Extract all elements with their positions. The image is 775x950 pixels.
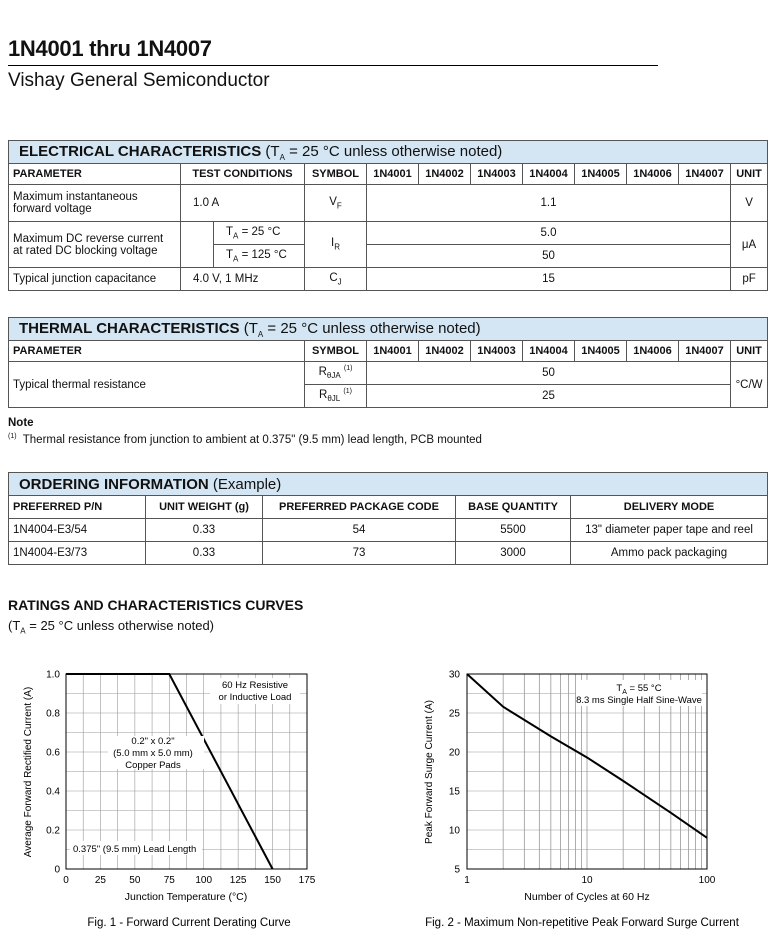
col-part: 1N4007 bbox=[679, 164, 731, 185]
col-part: 1N4005 bbox=[575, 164, 627, 185]
fig1-xtick-label: 175 bbox=[298, 875, 316, 886]
fig2-ytick-label: 30 bbox=[448, 669, 460, 681]
param-junction-capacitance: Typical junction capacitance bbox=[9, 268, 181, 291]
fig1-xtick-label: 50 bbox=[129, 875, 141, 886]
fig1-annotation-pads: Copper Pads bbox=[125, 760, 181, 771]
electrical-caption: ELECTRICAL CHARACTERISTICS ($T_A = 25$ °C unless otherwise noted) bbox=[9, 141, 768, 164]
cell: 5500 bbox=[456, 519, 571, 542]
cell: 73 bbox=[263, 542, 456, 565]
note-heading: Note bbox=[8, 417, 34, 429]
unit: V bbox=[731, 185, 768, 222]
col-unit: UNIT bbox=[731, 341, 768, 362]
col-part: 1N4004 bbox=[523, 341, 575, 362]
fig2-ytick-label: 20 bbox=[448, 747, 460, 759]
param-reverse-current: Maximum DC reverse current at rated DC blocking voltage bbox=[9, 222, 181, 268]
fig1-annotation-pads: 0.2" x 0.2" bbox=[131, 736, 175, 747]
test-condition: $T_A = 125$ °C bbox=[214, 245, 305, 268]
fig1-caption: Fig. 1 - Forward Current Derating Curve bbox=[87, 917, 291, 929]
fig2-ylabel: Peak Forward Surge Current (A) bbox=[424, 700, 435, 844]
fig2-annotation-temp: $T_A = 55$ °C bbox=[616, 683, 662, 696]
col-part: 1N4005 bbox=[575, 341, 627, 362]
curves-heading: RATINGS AND CHARACTERISTICS CURVES bbox=[8, 597, 304, 613]
col-part: 1N4004 bbox=[523, 164, 575, 185]
fig2-ytick-label: 25 bbox=[448, 708, 460, 720]
fig1-xtick-label: 150 bbox=[264, 875, 281, 886]
col-part: 1N4003 bbox=[471, 164, 523, 185]
fig2-ytick-label: 5 bbox=[454, 864, 460, 876]
fig2-surge-chart bbox=[390, 660, 775, 950]
table-row bbox=[9, 268, 768, 291]
fig1-xtick-label: 25 bbox=[94, 875, 106, 886]
table-row bbox=[9, 185, 768, 222]
symbol: $V_F$ bbox=[305, 185, 367, 222]
col-symbol: SYMBOL bbox=[305, 341, 367, 362]
col-preferred-pn: PREFERRED P/N bbox=[9, 496, 146, 519]
fig1-annotation-lead: 0.375" (9.5 mm) Lead Length bbox=[73, 844, 197, 855]
col-parameter: PARAMETER bbox=[9, 341, 305, 362]
col-test-conditions: TEST CONDITIONS bbox=[181, 164, 305, 185]
fig1-xtick-label: 100 bbox=[195, 875, 213, 886]
col-parameter: PARAMETER bbox=[9, 164, 181, 185]
fig1-xlabel: Junction Temperature (°C) bbox=[124, 891, 248, 903]
symbol: $C_J$ bbox=[305, 268, 367, 291]
unit: pF bbox=[731, 268, 768, 291]
fig1-annotation-resistive: 60 Hz Resistive bbox=[222, 680, 288, 691]
cell: 3000 bbox=[456, 542, 571, 565]
table-row bbox=[9, 542, 768, 565]
col-part: 1N4003 bbox=[471, 341, 523, 362]
table-row bbox=[9, 519, 768, 542]
fig1-ylabel: Average Forward Rectified Current (A) bbox=[23, 686, 34, 858]
electrical-characteristics-table bbox=[8, 140, 768, 291]
thermal-caption: THERMAL CHARACTERISTICS ($T_A = 25$ °C unless otherwise noted) bbox=[9, 318, 768, 341]
value: 25 bbox=[367, 385, 731, 408]
table-row bbox=[9, 362, 768, 385]
symbol: $I_R$ bbox=[305, 222, 367, 268]
fig1-ytick-label: 0.6 bbox=[46, 747, 60, 759]
curves-condition: ($T_A = 25$ °C unless otherwise noted) bbox=[8, 618, 215, 636]
col-part: 1N4002 bbox=[419, 164, 471, 185]
param-thermal-resistance: Typical thermal resistance bbox=[9, 362, 305, 408]
col-package-code: PREFERRED PACKAGE CODE bbox=[263, 496, 456, 519]
ordering-caption: ORDERING INFORMATION (Example) bbox=[9, 473, 768, 496]
fig1-xtick-label: 0 bbox=[63, 875, 69, 886]
cell: 0.33 bbox=[146, 519, 263, 542]
cell: Ammo pack packaging bbox=[571, 542, 768, 565]
fig1-ytick-label: 0.2 bbox=[46, 825, 60, 837]
spacer-cell bbox=[181, 222, 214, 268]
fig2-ytick-label: 15 bbox=[448, 786, 460, 798]
fig2-xtick-label: 10 bbox=[581, 875, 593, 886]
page-subtitle: Vishay General Semiconductor bbox=[8, 70, 270, 91]
cell: 54 bbox=[263, 519, 456, 542]
cell: 13" diameter paper tape and reel bbox=[571, 519, 768, 542]
col-symbol: SYMBOL bbox=[305, 164, 367, 185]
col-part: 1N4006 bbox=[627, 164, 679, 185]
cell: 0.33 bbox=[146, 542, 263, 565]
value: 50 bbox=[367, 362, 731, 385]
cell: 1N4004-E3/73 bbox=[9, 542, 146, 565]
symbol: $R_{\theta JL}$ $^{(1)}$ bbox=[305, 385, 367, 408]
unit: μA bbox=[731, 222, 768, 268]
col-part: 1N4007 bbox=[679, 341, 731, 362]
fig1-ytick-label: 1.0 bbox=[46, 669, 60, 681]
table-row bbox=[9, 222, 768, 245]
fig2-ytick-label: 10 bbox=[448, 825, 460, 837]
fig1-ytick-label: 0 bbox=[54, 864, 60, 876]
fig2-xtick-label: 100 bbox=[698, 875, 716, 886]
col-delivery-mode: DELIVERY MODE bbox=[571, 496, 768, 519]
fig2-xtick-label: 1 bbox=[464, 875, 470, 886]
value: 15 bbox=[367, 268, 731, 291]
value: 1.1 bbox=[367, 185, 731, 222]
fig1-ytick-label: 0.4 bbox=[46, 786, 60, 798]
fig1-annotation-resistive: or Inductive Load bbox=[218, 692, 292, 703]
value: 5.0 bbox=[367, 222, 731, 245]
value: 50 bbox=[367, 245, 731, 268]
col-unit-weight: UNIT WEIGHT (g) bbox=[146, 496, 263, 519]
col-unit: UNIT bbox=[731, 164, 768, 185]
param-forward-voltage: Maximum instantaneous forward voltage bbox=[9, 185, 181, 222]
fig1-ytick-label: 0.8 bbox=[46, 708, 60, 720]
test-condition: $T_A = 25$ °C bbox=[214, 222, 305, 245]
unit: °C/W bbox=[731, 362, 768, 408]
fig1-derating-chart bbox=[0, 660, 390, 950]
ordering-information-table bbox=[8, 472, 768, 565]
page-title: 1N4001 thru 1N4007 bbox=[8, 36, 212, 61]
col-part: 1N4001 bbox=[367, 164, 419, 185]
fig2-caption: Fig. 2 - Maximum Non-repetitive Peak Forward Surge Current bbox=[425, 917, 739, 929]
symbol: $R_{\theta JA}$ $^{(1)}$ bbox=[305, 362, 367, 385]
fig1-xtick-label: 75 bbox=[163, 875, 175, 886]
fig2-xlabel: Number of Cycles at 60 Hz bbox=[524, 891, 650, 903]
test-condition: 4.0 V, 1 MHz bbox=[181, 268, 305, 291]
col-part: 1N4002 bbox=[419, 341, 471, 362]
fig1-annotation-pads: (5.0 mm x 5.0 mm) bbox=[113, 748, 193, 759]
col-part: 1N4001 bbox=[367, 341, 419, 362]
title-rule bbox=[8, 65, 658, 66]
fig2-annotation-wave: 8.3 ms Single Half Sine-Wave bbox=[576, 695, 702, 706]
test-condition: 1.0 A bbox=[181, 185, 305, 222]
fig1-xtick-label: 125 bbox=[229, 875, 247, 886]
col-base-quantity: BASE QUANTITY bbox=[456, 496, 571, 519]
cell: 1N4004-E3/54 bbox=[9, 519, 146, 542]
col-part: 1N4006 bbox=[627, 341, 679, 362]
note-text: $^{(1)}$ Thermal resistance from junction to ambient at 0.375" (9.5 mm) lead length, PCB mounted bbox=[8, 433, 482, 446]
thermal-characteristics-table bbox=[8, 317, 768, 408]
